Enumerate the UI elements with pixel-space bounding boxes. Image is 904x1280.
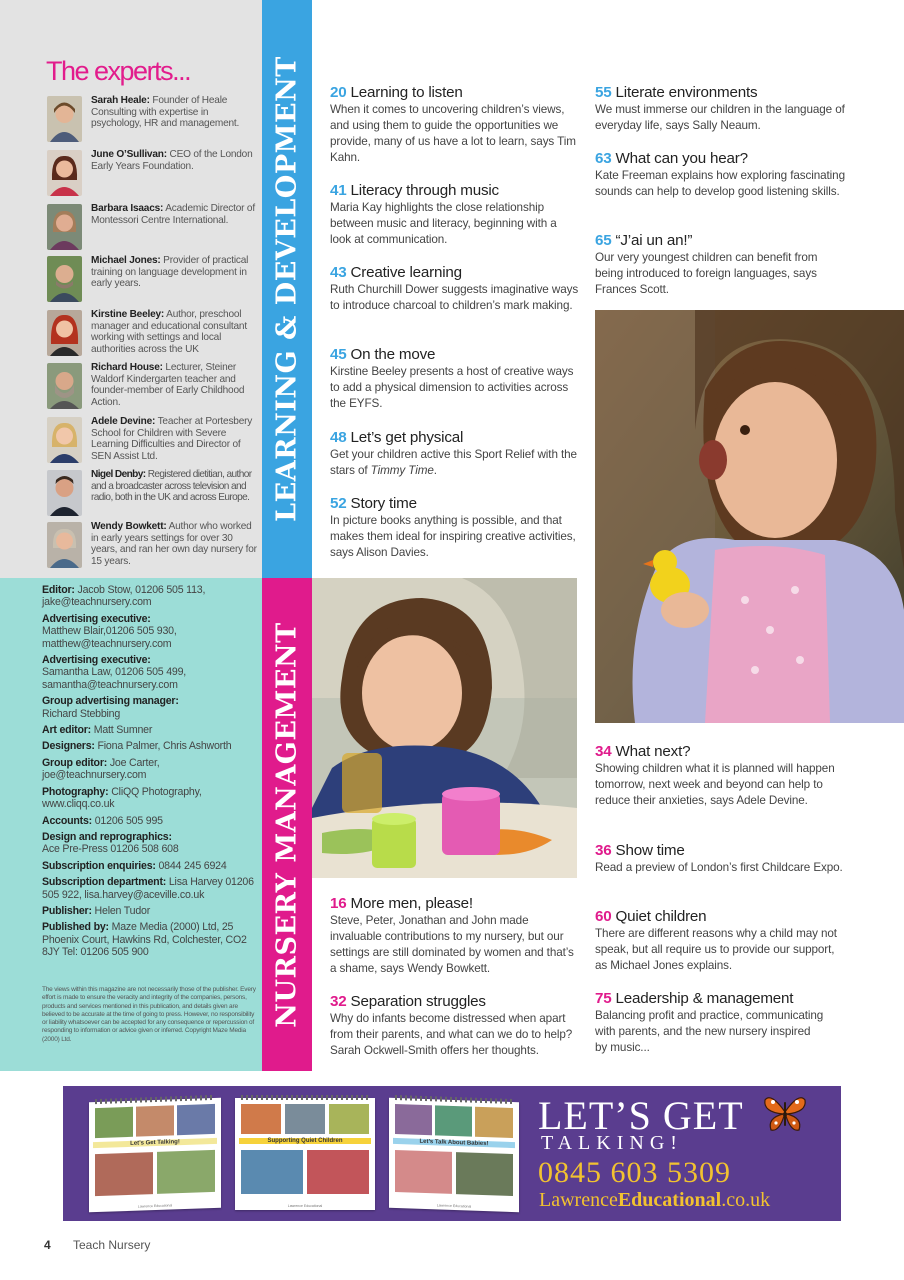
expert-june-osullivan: June O’Sullivan: CEO of the London Early Years Foundation. xyxy=(44,149,258,199)
article-title: 63 What can you hear? xyxy=(595,150,748,167)
article-title: 55 Literate environments xyxy=(595,84,758,101)
expert-kirstine-beeley: Kirstine Beeley: Author, preschool manager and educational consultant working with settings and local authorities across the UK xyxy=(44,309,258,359)
expert-photo xyxy=(47,150,82,196)
article-summary: Our very youngest children can benefit from being introduced to foreign languages, says Frances Scott. xyxy=(595,251,818,296)
article-title: 48 Let’s get physical xyxy=(330,429,464,446)
article-summary: We must immerse our children in the language of everyday life, says Sally Neaum. xyxy=(595,103,845,132)
experts-title: The experts... xyxy=(46,56,191,86)
credit-item: Art editor: Matt Sumner xyxy=(42,724,153,737)
expert-nigel-denby: Nigel Denby: Registered dietitian, author and a broadcaster across television and radio, both in the UK and across Europe. xyxy=(44,469,258,519)
expert-richard-house: Richard House: Lecturer, Steiner Waldorf Kindergarten teacher and founder-member of Early Childhood Action. xyxy=(44,362,258,412)
expert-photo xyxy=(47,522,82,568)
credit-item: Group editor: Joe Carter, joe@teachnursery.com xyxy=(42,756,160,782)
advert-calendar-1: Let’s Get Talking! Lawrence Educational xyxy=(89,1098,221,1213)
article-title: 20 Learning to listen xyxy=(330,84,463,101)
article-summary: Kirstine Beeley presents a host of creative ways to add a physical dimension to activities across the EYFS. xyxy=(330,365,574,410)
article-title: 75 Leadership & management xyxy=(595,990,794,1007)
disclaimer: The views within this magazine are not necessarily those of the publisher. Every effort is made to ensure the veracity and integrity of the companies, persons, products and services mentioned in this publication, and details given are believed to be accurate at the time of going to press. However, no responsibility or liability whatsoever can be accepted for any consequence or repercussion of responding to information or advice given or inferred. Copyright Maze Media (2000) Ltd. xyxy=(42,986,256,1043)
credit-item: Subscription enquiries: 0844 245 6924 xyxy=(42,859,227,872)
article-34[interactable] xyxy=(595,743,845,809)
article-title: 43 Creative learning xyxy=(330,264,462,281)
expert-photo xyxy=(47,310,82,356)
credit-item: Photography: CliQQ Photography, www.cliqq.co.uk xyxy=(42,785,202,811)
article-title: 45 On the move xyxy=(330,346,436,363)
section-bar-learning xyxy=(262,0,312,578)
article-summary: In picture books anything is possible, and that makes them ideal for inspiring creative activities, says Alison Davies. xyxy=(330,514,576,559)
article-36[interactable] xyxy=(595,842,845,876)
article-title: 41 Literacy through music xyxy=(330,182,499,199)
article-55[interactable] xyxy=(595,84,845,134)
article-title: 32 Separation struggles xyxy=(330,993,486,1010)
credit-item: Accounts: 01206 505 995 xyxy=(42,814,163,827)
article-60[interactable] xyxy=(595,908,845,974)
article-summary: Read a preview of London’s first Childcare Expo. xyxy=(595,861,843,874)
credits-list xyxy=(42,584,260,963)
photo-child-painting xyxy=(312,578,577,878)
article-63[interactable] xyxy=(595,150,845,200)
advert-phone[interactable]: 0845 603 5309 xyxy=(538,1156,731,1189)
expert-photo xyxy=(47,363,82,409)
article-summary: Ruth Churchill Dower suggests imaginative ways to introduce charcoal to children’s mark making. xyxy=(330,283,579,312)
advert-website-link[interactable]: LawrenceEducational.co.uk xyxy=(539,1189,771,1211)
credit-item: Editor: Jacob Stow, 01206 505 113, jake@teachnursery.com xyxy=(42,584,206,609)
article-43[interactable] xyxy=(330,264,580,314)
article-summary: There are different reasons why a child may not speak, but all require us to provide our support, as Michael Jones explains. xyxy=(595,927,837,972)
article-52[interactable] xyxy=(330,495,580,561)
article-title: 16 More men, please! xyxy=(330,895,473,912)
expert-adele-devine: Adele Devine: Teacher at Portesbery School for Children with Severe Learning Difficulties and Director of SEN Assist Ltd. xyxy=(44,416,258,466)
section-label-learning: LEARNING & DEVELOPMENT xyxy=(271,56,303,522)
article-title: 34 What next? xyxy=(595,743,691,760)
article-summary: Showing children what it is planned will happen tomorrow, next week and beyond can help to reduce their anxieties, says Adele Devine. xyxy=(595,762,835,807)
credit-item: Group advertising manager: Richard Stebbing xyxy=(42,695,179,720)
advert-banner[interactable] xyxy=(63,1086,841,1221)
credit-item: Designers: Fiona Palmer, Chris Ashworth xyxy=(42,740,232,753)
credit-item: Design and reprographics: Ace Pre-Press 01206 508 608 xyxy=(42,830,179,856)
credit-item: Published by: Maze Media (2000) Ltd, 25 Phoenix Court, Hawkins Rd, Colchester, CO2 8JY Tel: 01206 505 900 xyxy=(42,921,247,959)
magazine-name: Teach Nursery xyxy=(73,1238,151,1252)
page-number: 4 xyxy=(44,1238,51,1252)
article-16[interactable] xyxy=(330,895,580,977)
article-title: 36 Show time xyxy=(595,842,685,859)
article-45[interactable] xyxy=(330,346,580,412)
article-summary: Steve, Peter, Jonathan and John made invaluable contributions to my nursery, but our settings are still dominated by women and that’s a shame, says Wendy Bowkett. xyxy=(330,914,574,975)
section-label-management: NURSERY MANAGEMENT xyxy=(271,621,303,1028)
credit-item: Advertising executive: Samantha Law, 01206 505 499, samantha@teachnursery.com xyxy=(42,654,187,691)
article-summary: Kate Freeman explains how exploring fascinating sounds can help to develop good listening skills. xyxy=(595,169,845,198)
expert-barbara-isaacs: Barbara Isaacs: Academic Director of Montessori Centre International. xyxy=(44,203,258,253)
article-summary: Balancing profit and practice, communicating with parents, and the new nursery inspired by music... xyxy=(595,1009,824,1054)
credit-item: Publisher: Helen Tudor xyxy=(42,904,151,917)
expert-wendy-bowkett: Wendy Bowkett: Author who worked in early years settings for over 30 years, and ran her own day nursery for 15 years. xyxy=(44,521,258,571)
article-summary: Get your children active this Sport Relief with the stars of Timmy Time. xyxy=(330,448,577,477)
article-48[interactable] xyxy=(330,429,580,479)
photo-girl-with-duck xyxy=(595,310,904,723)
article-title: 52 Story time xyxy=(330,495,417,512)
article-20[interactable] xyxy=(330,84,580,166)
advert-calendar-2: Supporting Quiet Children Lawrence Educational xyxy=(235,1098,375,1210)
advert-subheadline: TALKING! xyxy=(541,1132,683,1154)
article-65[interactable] xyxy=(595,232,845,298)
butterfly-icon xyxy=(763,1092,807,1134)
article-summary: Why do infants become distressed when apart from their parents, and what can we do to help? Sarah Ockwell-Smith offers her thoughts. xyxy=(330,1012,573,1057)
credit-item: Subscription department: Lisa Harvey 01206 505 922, lisa.harvey@aceville.co.uk xyxy=(42,876,254,901)
article-41[interactable] xyxy=(330,182,580,248)
advert-calendar-3: Let’s Talk About Babies! Lawrence Educational xyxy=(389,1098,519,1213)
article-summary: Maria Kay highlights the close relationship between music and literacy, beginning with a look at communication. xyxy=(330,201,557,246)
expert-michael-jones: Michael Jones: Provider of practical training on language development in early years. xyxy=(44,255,258,305)
expert-photo xyxy=(47,204,82,250)
expert-sarah-heale: Sarah Heale: Founder of Heale Consulting with expertise in psychology, HR and management. xyxy=(44,95,258,145)
section-bar-management xyxy=(262,578,312,1071)
article-32[interactable] xyxy=(330,993,580,1059)
advert-headline: LET’S GET xyxy=(538,1093,744,1138)
article-title: 60 Quiet children xyxy=(595,908,707,925)
expert-photo xyxy=(47,256,82,302)
expert-photo xyxy=(47,417,82,463)
article-title: 65 “J’ai un an!” xyxy=(595,232,693,249)
article-75[interactable] xyxy=(595,990,825,1056)
credit-item: Advertising executive: Matthew Blair,01206 505 930, matthew@teachnursery.com xyxy=(42,612,177,650)
expert-photo xyxy=(47,96,82,142)
article-summary: When it comes to uncovering children’s views, and using them to guide the opportunities we provide, many of us have a lot to learn, says Tim Kahn. xyxy=(330,103,576,164)
expert-photo xyxy=(47,470,82,516)
